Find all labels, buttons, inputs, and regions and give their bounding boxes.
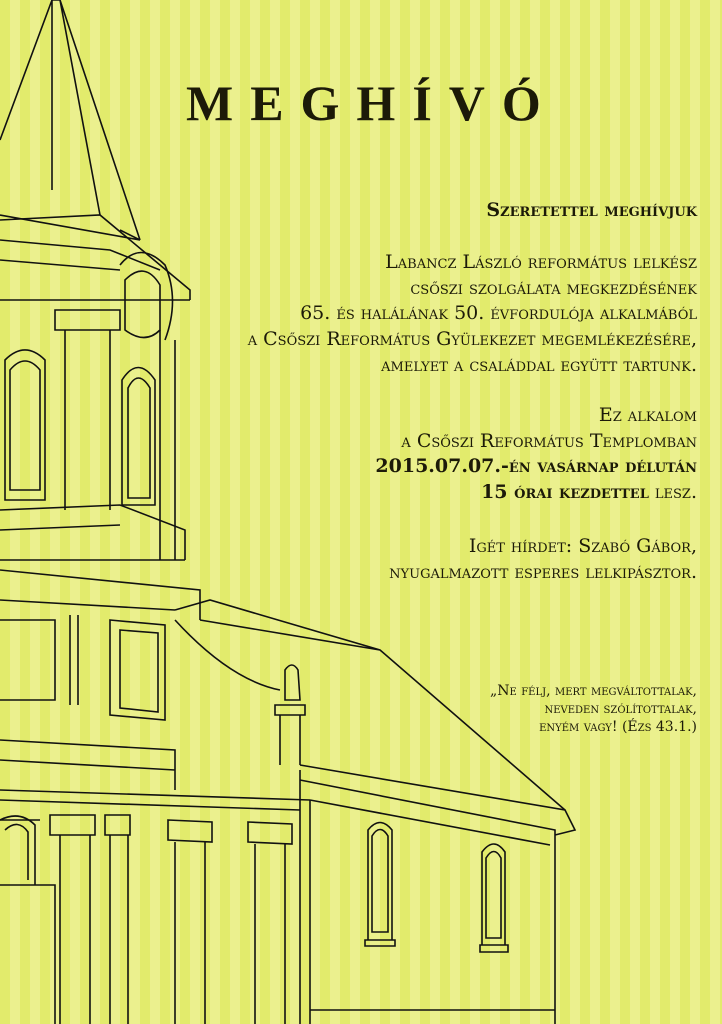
page-title: MEGHÍVÓ — [186, 75, 558, 131]
greeting: Szeretettel meghívjuk — [486, 199, 697, 221]
preacher — [389, 534, 697, 585]
quote-line: enyém vagy! (Ézs 43.1.) — [539, 719, 697, 735]
body-text — [248, 250, 697, 379]
bible-quote — [490, 682, 697, 736]
body-line: Labancz László református lelkész — [385, 251, 697, 273]
preacher-line: Igét hírdet: Szabó Gábor, — [468, 535, 697, 557]
event-time: 15 órai kezdettel — [481, 481, 649, 504]
preacher-line: nyugalmazott esperes lelkipásztor. — [389, 560, 697, 583]
event-line: Ez alkalom — [598, 404, 697, 426]
body-line: 65. és halálának 50. évfordulója alkalmából — [300, 302, 697, 325]
body-line: amelyet a családdal együtt tartunk. — [381, 353, 697, 376]
event-time-line — [375, 480, 697, 506]
quote-line: neveden szólítottalak, — [544, 701, 697, 717]
event-date: 2015.07.07.-én vasárnap délután — [375, 455, 697, 478]
event-details — [375, 403, 697, 506]
event-line: a Csőszi Református Templomban — [401, 429, 697, 452]
body-line: a Csőszi Református Gyülekezet megemlékezésére, — [247, 328, 697, 351]
event-time-suffix: lesz. — [648, 481, 697, 504]
quote-line: „Ne félj, mert megváltottalak, — [489, 683, 697, 699]
body-line: csőszi szolgálata megkezdésének — [410, 276, 697, 299]
